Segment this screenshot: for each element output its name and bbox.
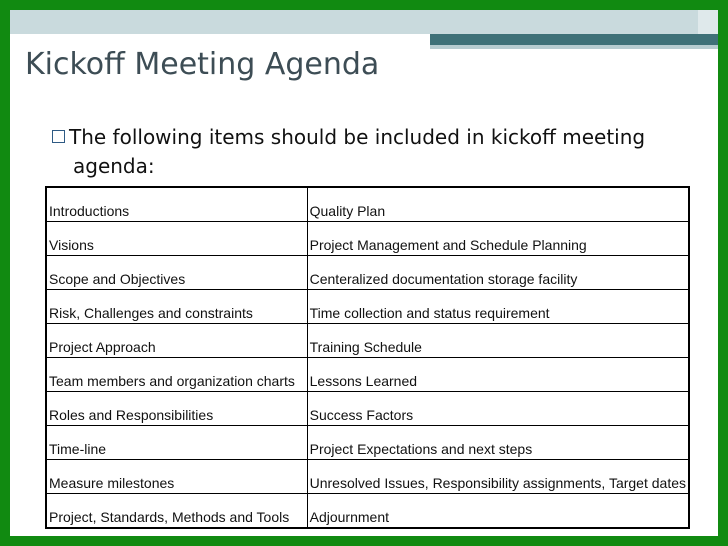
agenda-cell-left: Scope and Objectives — [46, 256, 307, 290]
agenda-cell-left: Time-line — [46, 426, 307, 460]
bullet-text-line2: agenda: — [73, 154, 155, 178]
agenda-cell-right: Project Expectations and next steps — [307, 426, 689, 460]
checkbox-bullet-icon — [52, 130, 65, 143]
agenda-cell-left: Project, Standards, Methods and Tools — [46, 494, 307, 529]
agenda-cell-left: Visions — [46, 222, 307, 256]
agenda-table — [45, 186, 690, 529]
table-row — [46, 358, 689, 392]
slide-title: Kickoff Meeting Agenda — [25, 47, 380, 82]
agenda-cell-left: Roles and Responsibilities — [46, 392, 307, 426]
agenda-cell-right: Adjournment — [307, 494, 689, 529]
header-band — [10, 10, 718, 34]
header-accent-underline — [430, 45, 718, 49]
table-row — [46, 460, 689, 494]
agenda-cell-right: Quality Plan — [307, 187, 689, 222]
table-row — [46, 494, 689, 529]
table-row — [46, 222, 689, 256]
header-band-stripe — [698, 10, 718, 34]
agenda-cell-left: Risk, Challenges and constraints — [46, 290, 307, 324]
slide — [10, 10, 718, 536]
table-row — [46, 290, 689, 324]
agenda-cell-right: Time collection and status requirement — [307, 290, 689, 324]
table-row — [46, 324, 689, 358]
table-row — [46, 426, 689, 460]
header-accent-bar — [430, 34, 718, 45]
table-row — [46, 256, 689, 290]
agenda-cell-left: Project Approach — [46, 324, 307, 358]
agenda-cell-right: Unresolved Issues, Responsibility assignments, Target dates — [307, 460, 689, 494]
bullet-text-line1: The following items should be included in kickoff meeting — [69, 125, 646, 149]
agenda-cell-left: Measure milestones — [46, 460, 307, 494]
agenda-cell-right: Centeralized documentation storage facility — [307, 256, 689, 290]
agenda-cell-right: Success Factors — [307, 392, 689, 426]
agenda-cell-left: Introductions — [46, 187, 307, 222]
agenda-cell-right: Project Management and Schedule Planning — [307, 222, 689, 256]
bullet-paragraph — [52, 123, 692, 181]
agenda-cell-left: Team members and organization charts — [46, 358, 307, 392]
table-row — [46, 187, 689, 222]
agenda-cell-right: Lessons Learned — [307, 358, 689, 392]
table-row — [46, 392, 689, 426]
agenda-cell-right: Training Schedule — [307, 324, 689, 358]
